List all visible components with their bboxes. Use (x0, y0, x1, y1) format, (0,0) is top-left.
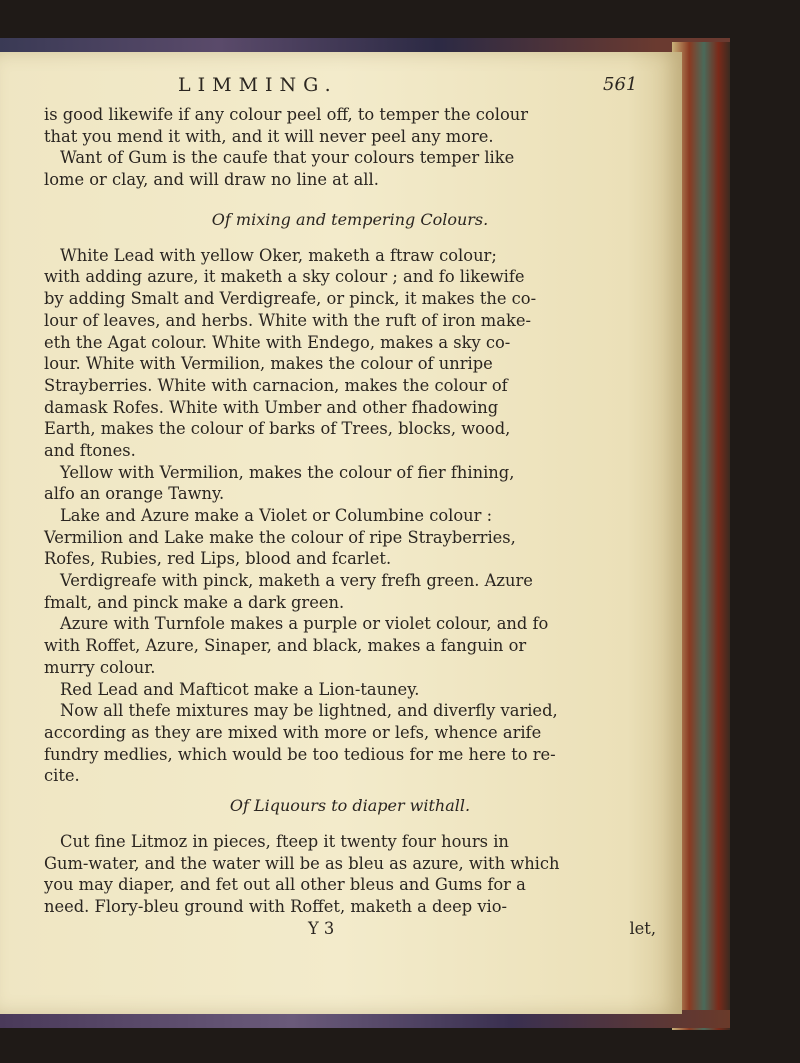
text-line: Cut fine Litmoz in pieces, fteep it twenty four hours in (60, 831, 509, 851)
text-line: with Roffet, Azure, Sinaper, and black, makes a fanguin or (44, 636, 527, 656)
text-line: murry colour. (44, 657, 156, 677)
text-line: lour of leaves, and herbs. White with the ruft of iron make- (44, 310, 531, 330)
text-line: Vermilion and Lake make the colour of ripe Strayberries, (44, 527, 516, 547)
section-heading-mixing: Of mixing and tempering Colours. (211, 209, 489, 229)
text-line: fmalt, and pinck make a dark green. (44, 592, 345, 612)
text-line: lour. White with Vermilion, makes the colour of unripe (44, 354, 493, 374)
text-line: alfo an orange Tawny. (44, 484, 225, 504)
page-number: 561 (603, 74, 638, 95)
text-line: Gum-water, and the water will be as bleu as azure, with which (44, 853, 560, 873)
text-line: Want of Gum is the caufe that your colours temper like (60, 148, 515, 168)
page-footer (44, 918, 656, 940)
text-line: you may diaper, and fet out all other bleus and Gums for a (44, 875, 526, 895)
text-line: lome or clay, and will draw no line at all. (44, 170, 379, 190)
text-line: Strayberries. White with carnacion, makes the colour of (44, 375, 508, 395)
text-line: and ftones. (44, 440, 136, 460)
section-heading-liquours: Of Liquours to diaper withall. (229, 795, 471, 815)
text-line: Now all thefe mixtures may be lightned, and diverfly varied, (60, 701, 558, 721)
text-line: Verdigreafe with pinck, maketh a very frefh green. Azure (60, 571, 533, 591)
text-line: need. Flory-bleu ground with Roffet, maketh a deep vio- (44, 897, 508, 916)
text-line: Lake and Azure make a Violet or Columbine colour : (60, 506, 493, 525)
text-line: with adding azure, it maketh a sky colour ; and fo likewife (44, 267, 525, 287)
text-line: by adding Smalt and Verdigreafe, or pinck, it makes the co- (44, 289, 537, 309)
text-line: Earth, makes the colour of barks of Trees, blocks, wood, (44, 419, 511, 439)
page-header (0, 74, 682, 104)
text-line: that you mend it with, and it will never peel any more. (44, 126, 494, 146)
text-line: fundry medlies, which would be too tedious for me here to re- (44, 744, 556, 764)
text-line: damask Rofes. White with Umber and other fhadowing (44, 397, 499, 417)
text-line: Red Lead and Mafticot make a Lion-tauney. (60, 679, 420, 699)
text-line: is good likewife if any colour peel off, to temper the colour (44, 105, 529, 124)
text-line: eth the Agat colour. White with Endego, makes a sky co- (44, 332, 511, 352)
intro-paragraph (44, 104, 656, 191)
section-mixing-text (44, 245, 656, 787)
text-line: White Lead with yellow Oker, maketh a ftraw colour; (60, 245, 497, 265)
text-line: Rofes, Rubies, red Lips, blood and fcarlet. (44, 549, 392, 569)
text-line: Yellow with Vermilion, makes the colour of fier fhining, (60, 462, 515, 482)
text-line: according as they are mixed with more or lefs, whence arife (44, 722, 542, 742)
running-title: LIMMING. (178, 74, 338, 96)
text-line: Azure with Turnfole makes a purple or violet colour, and fo (60, 614, 549, 634)
section-liquours-text (44, 831, 656, 918)
signature-mark: Y 3 (308, 918, 335, 938)
text-line: cite. (44, 766, 80, 786)
page-body (44, 104, 656, 940)
catchword: let, (629, 918, 656, 938)
